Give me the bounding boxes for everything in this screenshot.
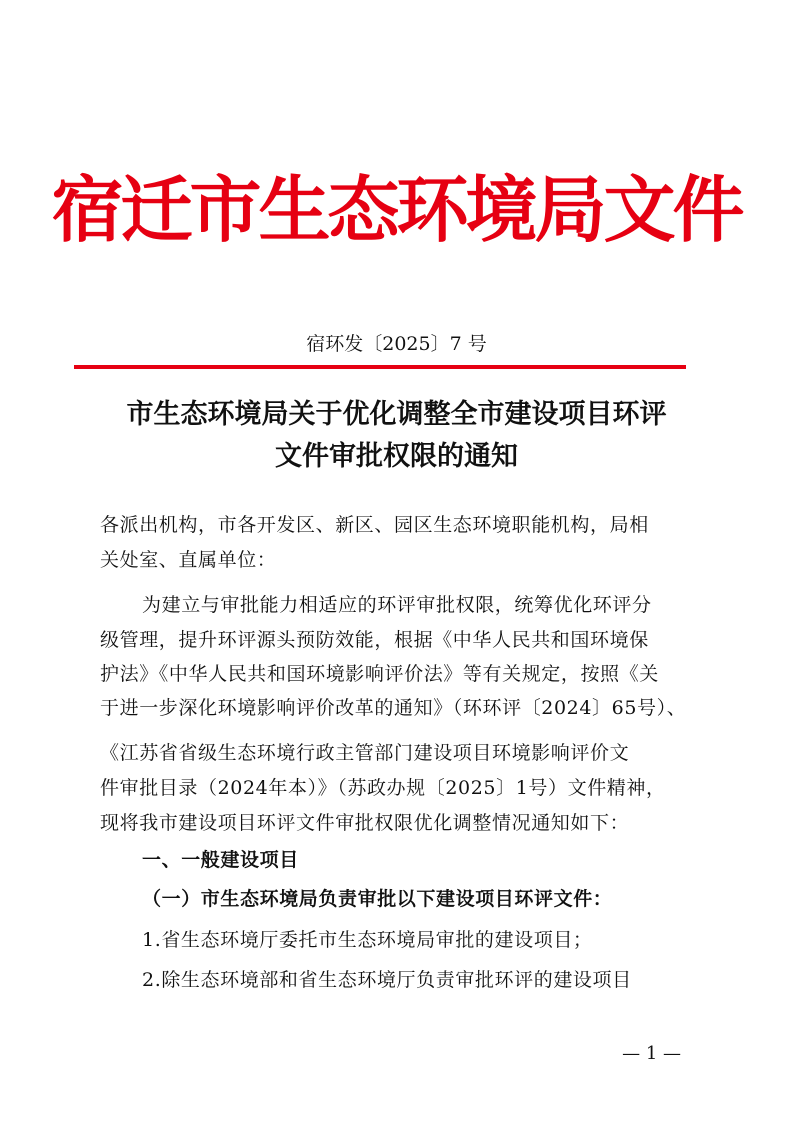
list-item-2: 2.除生态环境部和省生态环境厅负责审批环评的建设项目: [142, 969, 632, 991]
paragraph-line-7: 现将我市建设项目环评文件审批权限优化调整情况通知如下：: [100, 812, 630, 834]
section-heading-1: 一、一般建设项目: [142, 849, 299, 871]
list-item-1: 1.省生态环境厅委托市生态环境局审批的建设项目；: [142, 929, 593, 951]
recipients-line-1: 各派出机构，市各开发区、新区、园区生态环境职能机构，局相: [100, 514, 649, 536]
notice-title: [60, 394, 733, 478]
paragraph-line-4: 于进一步深化环境影响评价改革的通知》（环环评〔2024〕65号）、: [100, 697, 687, 719]
red-divider-line: [74, 365, 686, 369]
paragraph-line-2: 级管理，提升环评源头预防效能，根据《中华人民共和国环境保: [100, 629, 649, 651]
page-number: — 1 —: [622, 1043, 681, 1064]
notice-title-line-2: 文件审批权限的通知: [275, 441, 518, 472]
recipients-line-2: 关处室、直属单位：: [100, 549, 277, 571]
agency-header-title: 宿迁市生态环境局文件: [51, 167, 742, 252]
document-number: 宿环发〔2025〕7 号: [306, 333, 487, 355]
paragraph-line-3: 护法》《中华人民共和国环境影响评价法》等有关规定，按照《关: [100, 663, 659, 685]
paragraph-line-6: 件审批目录（2024年本）》（苏政办规〔2025〕1号）文件精神，: [100, 777, 666, 799]
notice-title-line-1: 市生态环境局关于优化调整全市建设项目环评: [126, 399, 667, 430]
paragraph-line-5: 《江苏省省级生态环境行政主管部门建设项目环境影响评价文: [100, 742, 630, 764]
subsection-heading-1: （一）市生态环境局负责审批以下建设项目环评文件：: [142, 888, 613, 910]
paragraph-line-1: 为建立与审批能力相适应的环评审批权限，统筹优化环评分: [142, 594, 652, 616]
